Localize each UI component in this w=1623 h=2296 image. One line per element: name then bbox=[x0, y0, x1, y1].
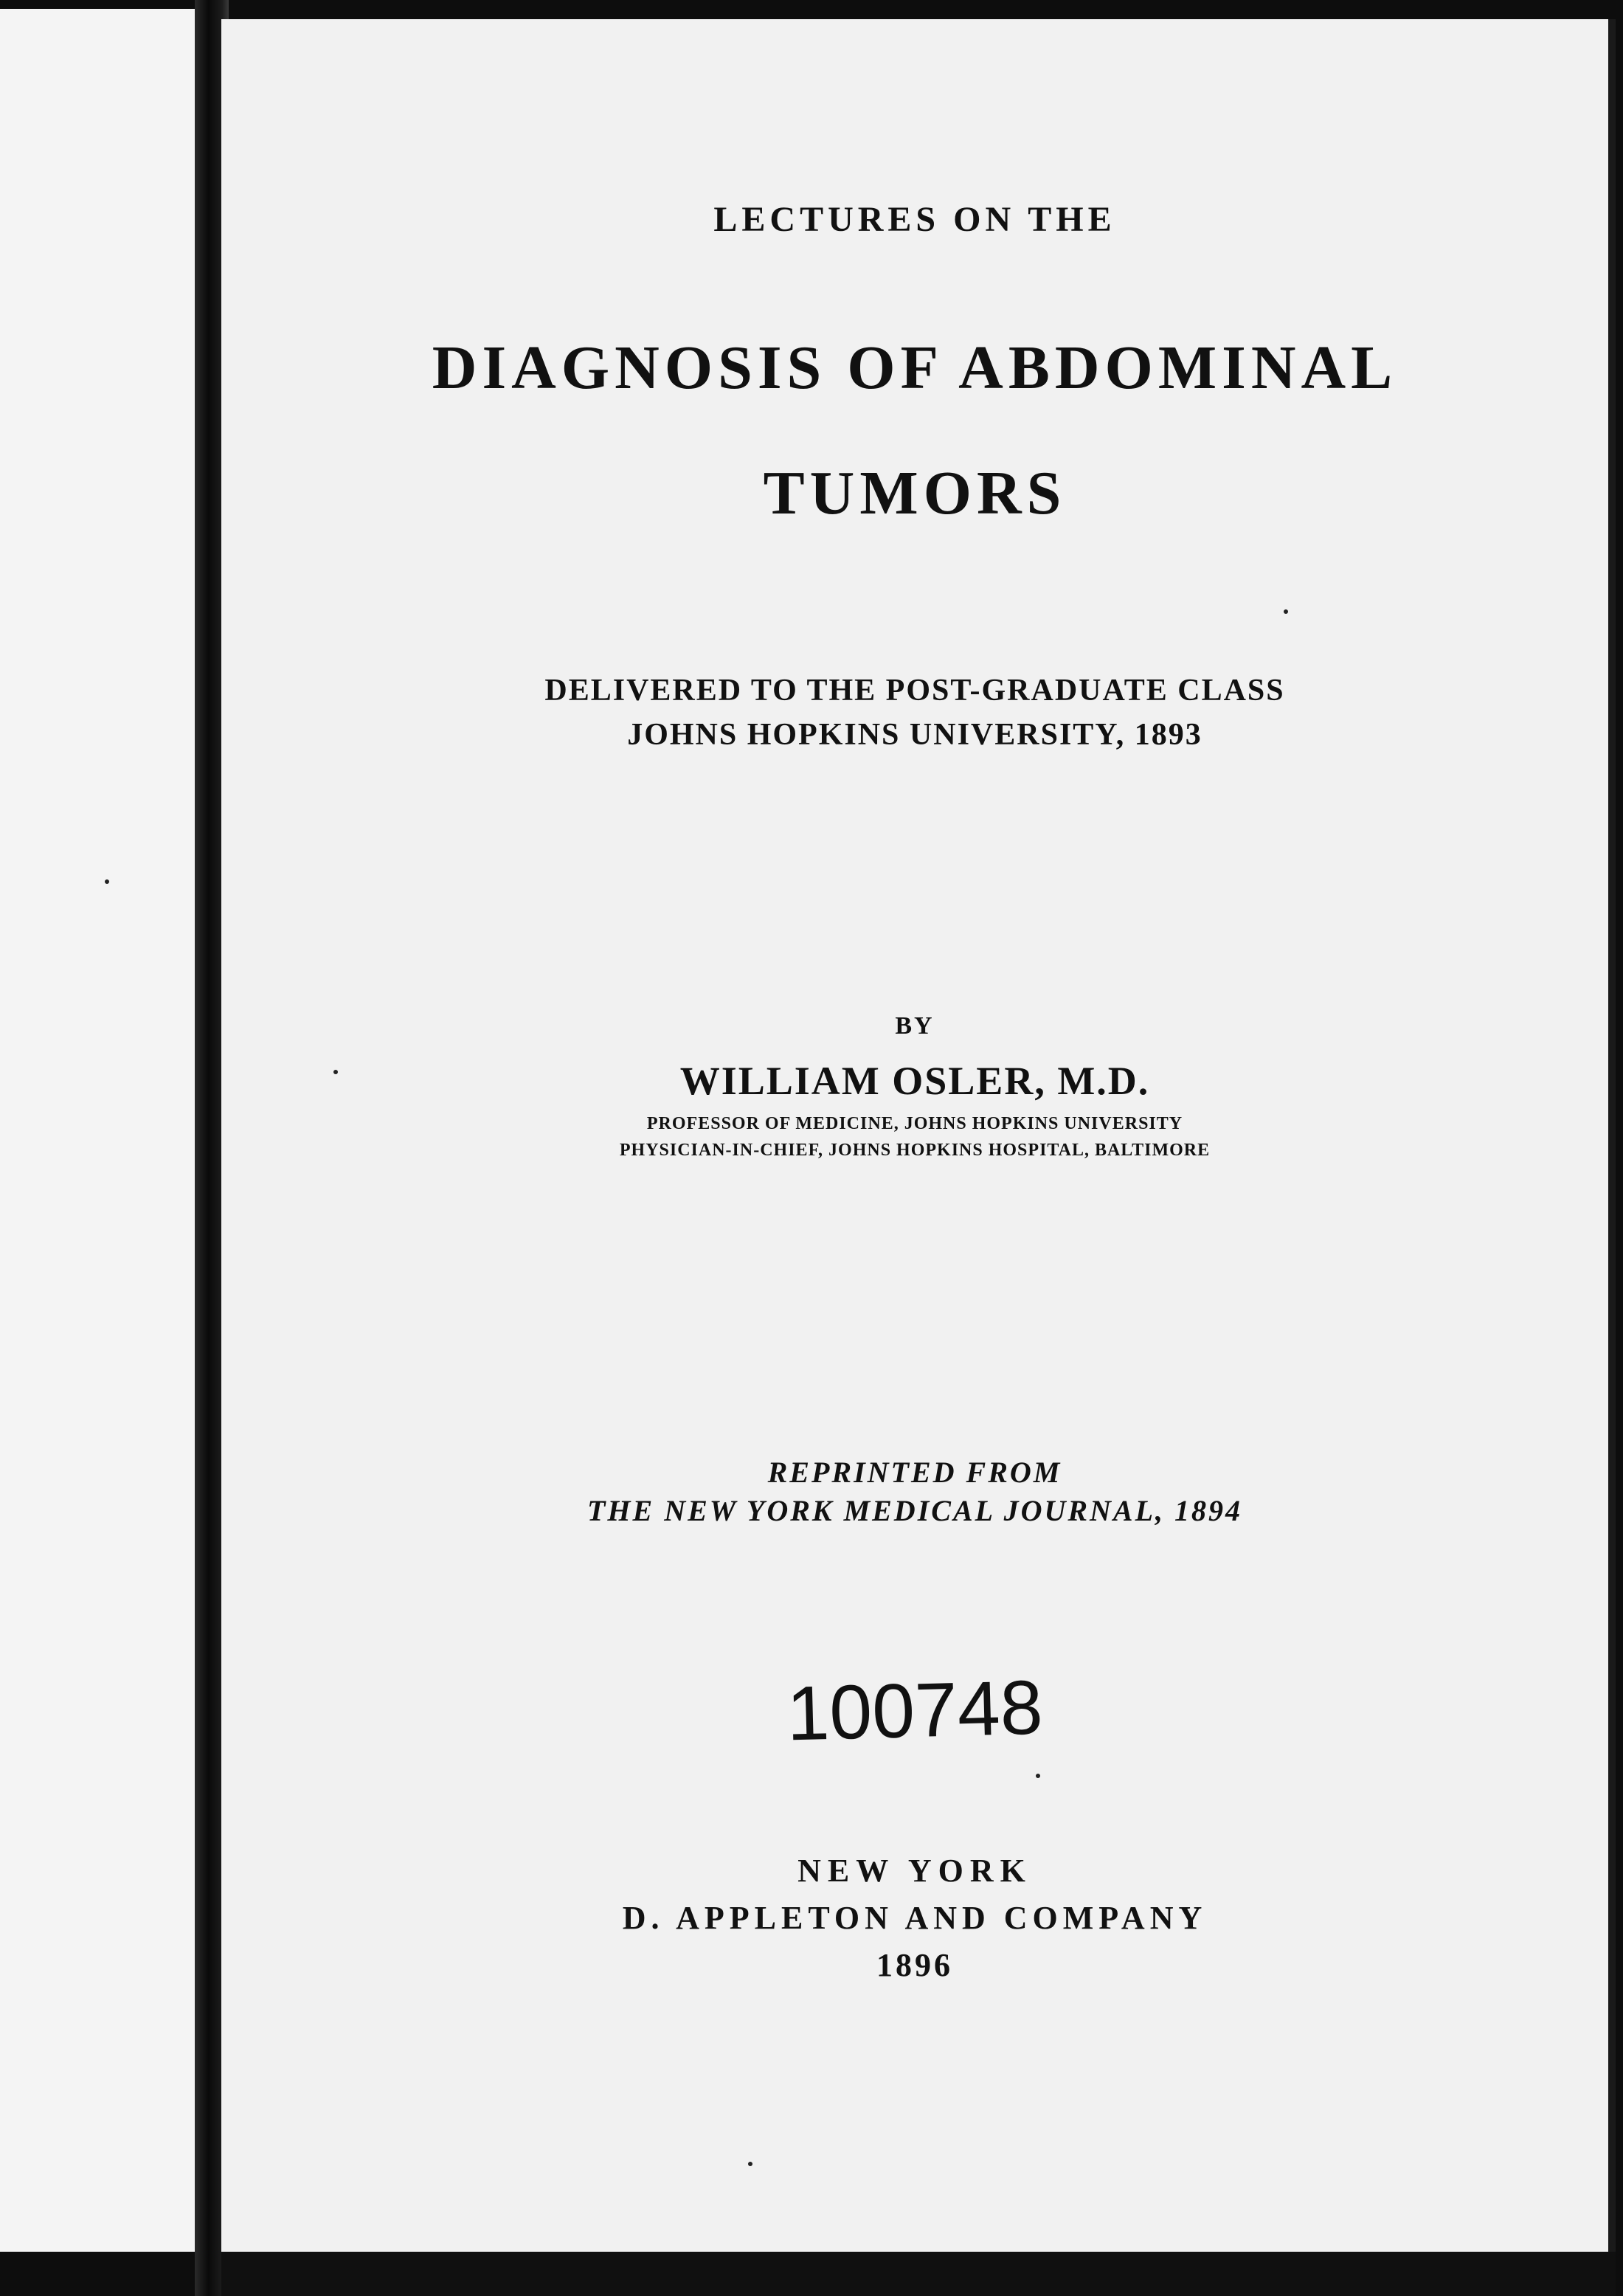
scan-speck bbox=[1036, 1774, 1040, 1778]
scan-speck bbox=[1284, 609, 1288, 614]
author-name: WILLIAM OSLER, M.D. bbox=[679, 1059, 1150, 1103]
author-credential-1: PROFESSOR OF MEDICINE, JOHNS HOPKINS UNIVERSITY bbox=[646, 1114, 1183, 1133]
imprint-place: NEW YORK bbox=[797, 1853, 1032, 1889]
imprint-year: 1896 bbox=[876, 1947, 953, 1983]
scan-speck bbox=[748, 2162, 752, 2166]
imprint-publisher: D. APPLETON AND COMPANY bbox=[622, 1900, 1208, 1936]
scan-speck bbox=[105, 879, 109, 884]
delivery-line-2: JOHNS HOPKINS UNIVERSITY, 1893 bbox=[627, 718, 1202, 752]
facing-blank-page bbox=[0, 9, 195, 2252]
main-title-line-2: TUMORS bbox=[763, 459, 1067, 528]
reprint-note-line-2: THE NEW YORK MEDICAL JOURNAL, 1894 bbox=[586, 1494, 1243, 1527]
scan-speck bbox=[333, 1070, 338, 1074]
pre-title: LECTURES ON THE bbox=[713, 200, 1116, 239]
main-title-line-1: DIAGNOSIS OF ABDOMINAL bbox=[432, 333, 1398, 402]
accession-number-stamp: 100748 bbox=[785, 1664, 1044, 1757]
page-bottom-edge bbox=[221, 2252, 1616, 2296]
by-line: BY bbox=[895, 1012, 935, 1040]
author-credential-2: PHYSICIAN-IN-CHIEF, JOHNS HOPKINS HOSPITAL, BALTIMORE bbox=[619, 1141, 1211, 1160]
delivery-line-1: DELIVERED TO THE POST-GRADUATE CLASS bbox=[544, 674, 1285, 708]
reprint-note-line-1: REPRINTED FROM bbox=[767, 1456, 1062, 1489]
